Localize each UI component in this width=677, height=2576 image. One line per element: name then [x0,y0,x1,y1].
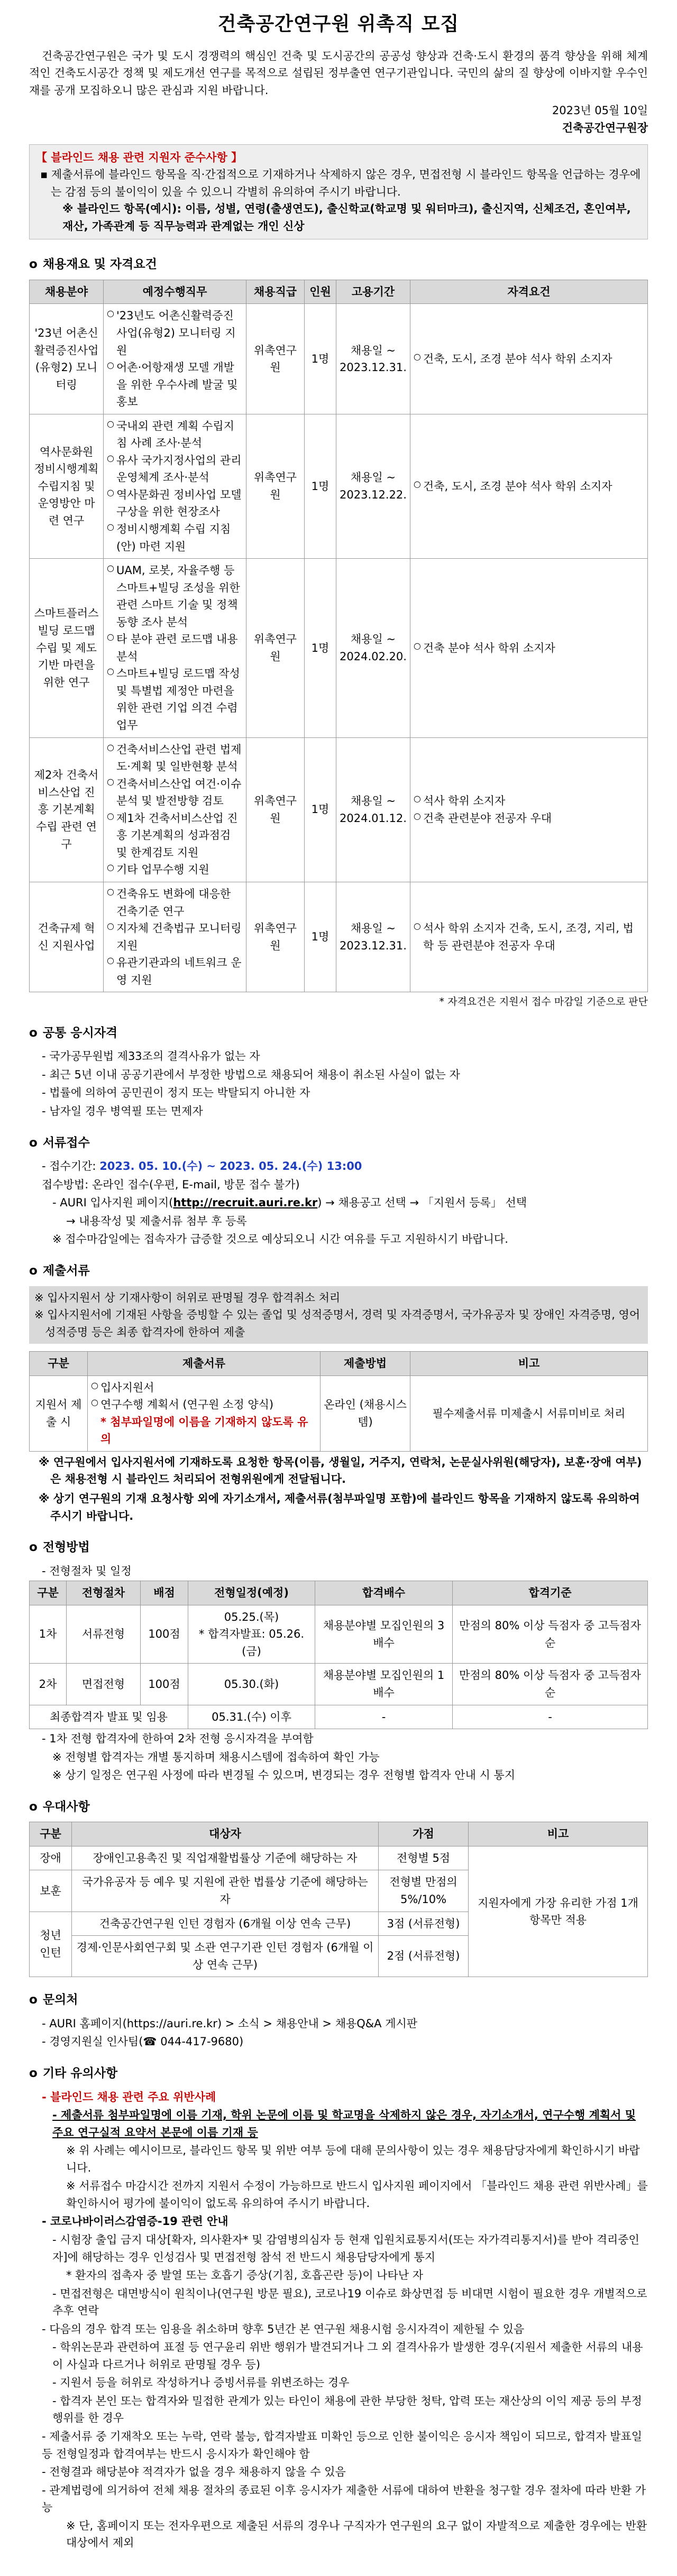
sched-date: 05.30.(화) [224,1677,279,1691]
duty-item: ○ 어촌·어항재생 모델 개발을 위한 우수사례 발굴 및 홍보 [107,359,243,411]
selection-sub: - 전형절차 및 일정 [42,1564,132,1577]
note-item: - 학위논문과 관련하여 표절 등 연구윤리 위반 행위가 발견되거나 그 외 결격사유가 발생한 경우(지원서 제출한 서류의 내용이 사실과 다르거나 허위로 판명될 경우 등) [52,2341,643,2371]
count-cell: 1명 [305,414,336,558]
duty-item: ○ 건축서비스산업 관련 법제도·계획 및 일반현황 분석 [107,741,243,775]
duty-item: ○ '23년도 어촌신활력증진사업(유형2) 모니터링 지원 [107,307,243,359]
eligibility-item: - 법률에 의하여 공민권이 정지 또는 박탈되지 아니한 자 [42,1086,310,1100]
pref-kind: 청년 인턴 [30,1912,72,1977]
final-b: - [453,1705,648,1729]
blind-warning-box [29,144,648,240]
note-item: - 전형결과 해당분야 적격자가 없을 경우 채용하지 않을 수 있음 [42,2466,346,2479]
note-item: ※ 위 사례는 예시이므로, 블라인드 항목 및 위반 여부 등에 대해 문의사항이 있는 경우 채용담당자에게 확인하시기 바랍니다. [66,2144,640,2174]
contact-phone: - 경영지원실 인사팀(☎ 044-417-9680) [42,2035,244,2048]
sel-sched [188,1605,315,1664]
header-cell: 인원 [305,280,336,304]
pref-kind: 장애 [30,1846,72,1870]
table-row [30,737,648,882]
header-cell: 비고 [410,1352,648,1376]
field-cell: 역사문화원 정비시행계획 수립지침 및 운영방안 마련 연구 [30,414,104,558]
warning-note: ※ 블라인드 항목(예시): 이름, 성별, 연령(출생연도), 출신학교(학교명 및 워터마크), 출신지역, 신체조건, 혼인여부, 재산, 가족관계 등 직무능력과 관계없는 개인 신상 [62,202,631,233]
table-row [30,882,648,992]
blind-note: ※ 연구원에서 입사지원서에 기재하도록 요청한 항목(이름, 생월일, 거주지, 연락처, 논문실사위원(해당자), 보훈·장애 여부)은 채용전형 시 블라인드 처리되어 전형위원에게 전달됩니다. [39,1455,642,1486]
sched-note: * 합격자발표: 05.26.(금) [198,1628,305,1658]
post-date: 2023년 05월 10일 [552,104,648,117]
note-item: - 제출서류 중 기재착오 또는 누락, 연락 불능, 합격자발표 미확인 등으로 인한 불이익은 응시자 책임이 되므로, 합격자 발표일 등 전형일정과 합격여부는 반드시 응시자가 확인해야 함 [42,2430,643,2460]
section-title: 제출서류 [42,1263,90,1278]
recruitment-table [29,280,648,992]
count-cell: 1명 [305,882,336,992]
duty-item: ○ 제1차 건축서비스산업 진흥 기본계획의 성과점검 및 한계검토 지원 [107,810,243,862]
header-cell: 구분 [30,1822,72,1846]
section-title: 채용재요 및 자격요건 [42,257,157,272]
section-title: 기타 유의사항 [42,2066,118,2080]
table-row [30,559,648,737]
qual-item: ○ 건축, 도시, 조경 분야 석사 학위 소지자 [414,478,644,495]
duty-item: ○ 유관기관과의 네트워크 운영 지원 [107,954,243,989]
sel-cell: 서류전형 [67,1605,141,1664]
qual-item: ○ 석사 학위 소지자 [414,792,644,810]
header-cell: 제출서류 [88,1352,321,1376]
table-row [30,1664,648,1705]
sel-cell: 1차 [30,1605,67,1664]
selection-note: ※ 전형별 합격자는 개별 통지하며 채용시스템에 접속하여 확인 가능 [52,1750,380,1764]
note-heading: - 블라인드 채용 관련 주요 위반사례 [42,2090,216,2103]
header-cell: 비고 [469,1822,648,1846]
header-cell: 구분 [30,1352,88,1376]
qual-item: ○ 건축, 도시, 조경 분야 석사 학위 소지자 [414,350,644,368]
grade-cell: 위촉연구원 [246,304,305,414]
table-row [30,1605,648,1664]
note-item: ※ 단, 홈페이지 또는 전자우편으로 제출된 서류의 경우나 구직자가 연구원의 요구 없이 자발적으로 제출한 경우에는 반환대상에서 제외 [66,2519,647,2550]
note-item: - 지원서 등을 허위로 작성하거나 증빙서류를 위변조하는 경우 [52,2376,350,2389]
auri-steps-2: → 내용작성 및 제출서류 첨부 후 등록 [66,1214,247,1227]
note-item: - 합격자 본인 또는 합격자와 밀접한 관계가 있는 타인이 채용에 관한 부당한 청탁, 압력 또는 재산상의 이익 제공 등의 부정행위를 한 경우 [52,2394,642,2425]
eligibility-text: 법률에 의하여 공민권이 정지 또는 박탈되지 아니한 자 [49,1086,310,1100]
count-cell: 1명 [305,304,336,414]
header-cell: 전형일정(예정) [188,1581,315,1605]
preference-table [29,1822,648,1977]
remark: 필수제출서류 미제출시 서류미비로 처리 [410,1375,648,1451]
note-item: - 면접전형은 대면방식이 원칙이나(연구원 방문 필요), 코로나19 이슈로 화상면접 등 비대면 시험이 필요한 경우 개별적으로 추후 연락 [52,2287,647,2318]
sel-cell: 만점의 80% 이상 득점자 중 고득점자순 [453,1664,648,1705]
table-row [30,1846,648,1870]
footnote: * 자격요건은 지원서 접수 마감일 기준으로 판단 [439,996,648,1008]
section-title: 공통 응시자격 [42,1026,118,1040]
duty-item: ○ 건축유도 변화에 대응한 건축기준 연구 [107,885,243,920]
pref-target: 건축공간연구원 인턴 경험자 (6개월 이상 연속 근무) [72,1912,379,1936]
duty-item: ○ 건축서비스산업 여건·이슈 분석 및 발전방향 검토 [107,775,243,810]
auri-pre: AURI 입사지원 페이지( [60,1196,173,1209]
application-note: ※ 접수마감일에는 접속자가 급증할 것으로 예상되오니 시간 여유를 두고 지원하시기 바랍니다. [52,1233,508,1246]
eligibility-text: 최근 5년 이내 공공기관에서 부정한 방법으로 채용되어 채용이 취소된 사실이 없는 자 [49,1068,460,1081]
field-cell: 스마트플러스빌딩 로드맵 수립 및 제도기반 마련을 위한 연구 [30,559,104,737]
duty-item: ○ 스마트+빌딩 로드맵 작성 및 특별법 제정안 마련을 위한 관련 기업 의견 수렴 업무 [107,665,243,734]
note-item: - 시험장 출입 금지 대상[확자, 의사환자* 및 감염병의심자 등 현재 입원치료통지서(또는 자가격리통지서)를 받아 격리중인 자]에 해당하는 경우 인성검사 및 면접전형 참석 전 반드시 채용담당자에게 통지 [52,2233,639,2264]
grade-cell: 위촉연구원 [246,737,305,882]
quals-cell [410,304,647,414]
header-cell: 합격기준 [453,1581,648,1605]
duty-item: ○ 정비시행계획 수립 지침(안) 마련 지원 [107,521,243,555]
quals-cell [410,737,647,882]
box-note: ※ 입사지원서 상 기재사항이 허위로 판명될 경우 합격취소 처리 [34,1291,341,1304]
final-a: - [315,1705,453,1729]
note-item: - 제출서류 첨부파일명에 이름 기재, 학위 논문에 이름 및 학교명을 삭제하지 않은 경우, 자기소개서, 연구수행 계획서 및 주요 연구실적 요약서 본문에 이름 기재 등 [52,2109,636,2139]
section-eligibility: o 공통 응시자격 [29,1026,118,1040]
section-title: 문의처 [42,1993,78,2007]
section-preference: o 우대사항 [29,1799,90,1814]
grade-cell: 위촉연구원 [246,882,305,992]
eligibility-text: 남자일 경우 병역필 또는 면제자 [49,1104,203,1118]
org-name: 건축공간연구원장 [562,121,648,134]
section-documents: o 제출서류 [29,1263,90,1278]
section-selection: o 전형방법 [29,1540,90,1555]
pref-points: 3점 (서류전형) [379,1912,469,1936]
duty-item: ○ 타 분야 관련 로드맵 내용 분석 [107,631,243,665]
box-note: ※ 입사지원서에 기재된 사항을 증빙할 수 있는 졸업 및 성적증명서, 경력 및 자격증명서, 국가유공자 및 장애인 자격증명, 영어성적증명 등은 최종 합격자에 한하여 제출 [34,1308,641,1338]
submit-method: 온라인 (채용시스템) [321,1375,410,1451]
selection-note: - 1차 전형 합격자에 한하여 2차 전형 응시자격을 부여함 [42,1732,314,1746]
sel-cell: 채용분야별 모집인원의 3배수 [315,1605,453,1664]
grade-cell: 위촉연구원 [246,559,305,737]
note-item: ※ 서류접수 마감시간 전까지 지원서 수정이 가능하므로 반드시 입사지원 페이지에서 「블라인드 채용 관련 위반사례」를 확인하시어 평가에 불이익이 없도록 유의하여 주시기 바랍니다. [66,2180,648,2210]
eligibility-item: - 국가공무원법 제33조의 결격사유가 없는 자 [42,1050,260,1063]
eligibility-text: 국가공무원법 제33조의 결격사유가 없는 자 [49,1050,260,1063]
sel-cell: 100점 [141,1605,188,1664]
sel-cell: 2차 [30,1664,67,1705]
recruit-link[interactable]: http://recruit.auri.re.kr [173,1196,318,1209]
header-cell: 구분 [30,1581,67,1605]
duty-item: ○ 지자체 건축법규 모니터링 지원 [107,920,243,954]
auri-post: ) → 채용공고 선택 → 「지원서 등록」 선택 [317,1196,527,1209]
period-cell: 채용일 ~ 2023.12.22. [336,414,410,558]
sel-cell: 만점의 80% 이상 득점자 중 고득점자순 [453,1605,648,1664]
header-cell: 전형절차 [67,1581,141,1605]
period-cell: 채용일 ~ 2023.12.31. [336,304,410,414]
list-item: ○ 입사지원서 [91,1379,317,1397]
table-row [30,1375,648,1451]
pref-target: 국가유공자 등 예우 및 지원에 관한 법률상 기준에 해당하는 자 [72,1870,379,1912]
count-cell: 1명 [305,559,336,737]
row-label: 지원서 제출 시 [30,1375,88,1451]
qual-item: ○ 건축 관련분야 전공자 우대 [414,810,644,827]
pref-kind: 보훈 [30,1870,72,1912]
sel-cell: 채용분야별 모집인원의 1배수 [315,1664,453,1705]
duty-item: ○ 역사문화권 정비사업 모델 구상을 위한 현장조사 [107,486,243,521]
docs-warning: * 첨부파일명에 이름을 기재하지 않도록 유의 [100,1415,308,1446]
pref-points: 2점 (서류전형) [379,1936,469,1977]
header-cell: 자격요건 [410,280,647,304]
section-title: 전형방법 [42,1540,90,1555]
page [29,0,648,2552]
note-heading: - 다음의 경우 합격 또는 임용을 취소하며 향후 5년간 본 연구원 채용시험 응시자격이 제한될 수 있음 [42,2322,525,2335]
intro-text: 건축공간연구원은 국가 및 도시 경쟁력의 핵심인 건축 및 도시공간의 공공성 향상과 건축·도시 환경의 품격 향상을 위해 체계적인 건축도시공간 정책 및 제도개선 연구를 목적으로 설립된 정부출연 연구기관입니다. 국민의 삶의 질 향상에 이바지할 우수인재를 공개 모집하오니 많은 관심과 지원 바랍니다. [29,49,648,97]
count-cell: 1명 [305,737,336,882]
header-cell: 가점 [379,1822,469,1846]
note-item: - 관계법령에 의거하여 전체 채용 절차의 종료된 이후 응시자가 제출한 서류에 대하여 반환을 청구할 경우 절차에 따라 반환 가능 [42,2483,646,2514]
sched-date: 05.25.(목) [224,1610,279,1623]
pref-remark: 지원자에게 가장 유리한 가점 1개 항목만 적용 [469,1846,648,1977]
pref-target: 경제·인문사회연구회 및 소관 연구기관 인턴 경험자 (6개월 이상 연속 근무) [72,1936,379,1977]
pref-points: 전형별 만점의 5%/10% [379,1870,469,1912]
warning-item: ▪ 제출서류에 블라인드 항목을 직·간접적으로 기재하거나 삭제하지 않은 경우, 면접전형 시 블라인드 항목을 언급하는 경우에는 감점 등의 불이익이 있을 수 있으니 각별히 유의하여 주시기 바랍니다. [40,168,641,198]
duty-item: ○ 국내외 관련 계획 수립지침 사례 조사·분석 [107,418,243,452]
header-cell: 예정수행직무 [104,280,246,304]
selection-table [29,1581,648,1729]
blind-note: ※ 상기 연구원의 기재 요청사항 외에 자기소개서, 제출서류(첨부파일명 포함)에 블라인드 항목을 기재하지 않도록 유의하여 주시기 바랍니다. [39,1492,640,1522]
duty-item: ○ 기타 업무수행 지원 [107,861,243,879]
header-cell: 제출방법 [321,1352,410,1376]
application-method: 접수방법: 온라인 접수(우편, E-mail, 방문 접수 불가) [42,1178,300,1191]
duties-cell [104,414,246,558]
warning-title: 【 블라인드 채용 관련 지원자 준수사항 】 [36,151,243,164]
eligibility-item: - 최근 5년 이내 공공기관에서 부정한 방법으로 채용되어 채용이 취소된 사실이 없는 자 [42,1068,460,1081]
note-item: * 환자의 접촉자 중 발열 또는 호흡기 증상(기침, 호흡곤란 등)이 나타난 자 [66,2269,423,2282]
quals-cell [410,882,647,992]
selection-note: ※ 상기 일정은 연구원 사정에 따라 변경될 수 있으며, 변경되는 경우 전형별 합격자 안내 시 통지 [52,1769,515,1782]
grade-cell: 위촉연구원 [246,414,305,558]
header-cell: 고용기간 [336,280,410,304]
sel-cell: 면접전형 [67,1664,141,1705]
duty-item: ○ 유사 국가지정사업의 관리운영체계 조사·분석 [107,452,243,486]
sel-cell: 100점 [141,1664,188,1705]
field-cell: 제2차 건축서비스산업 진흥 기본계획 수립 관련 연구 [30,737,104,882]
table-row [30,304,648,414]
section-title: 서류접수 [42,1135,90,1150]
period-label: 접수기간: [49,1160,96,1173]
section-application: o 서류접수 [29,1135,90,1150]
table-row [30,1705,648,1729]
final-label: 최종합격자 발표 및 임용 [30,1705,188,1729]
field-cell: '23년 어촌신활력증진사업(유형2) 모니터링 [30,304,104,414]
note-heading: - 코로나바이러스감염증-19 관련 안내 [42,2215,228,2228]
section-notes: o 기타 유의사항 [29,2066,118,2080]
field-cell: 건축규제 혁신 지원사업 [30,882,104,992]
qual-item: ○ 석사 학위 소지자 건축, 도시, 조경, 지리, 법학 등 관련분야 전공자 우대 [414,920,644,954]
header-cell: 채용분야 [30,280,104,304]
header-cell: 대상자 [72,1822,379,1846]
duties-cell [104,559,246,737]
contact-link[interactable]: - AURI 홈페이지(https://auri.re.kr) > 소식 > 채용안내 > 채용Q&A 게시판 [42,2017,418,2030]
header-cell: 합격배수 [315,1581,453,1605]
documents-note-box [29,1286,648,1344]
documents-cell [88,1375,321,1451]
quals-cell [410,414,647,558]
table-header-row [30,280,648,304]
quals-cell [410,559,647,737]
header-cell: 채용직급 [246,280,305,304]
period-cell: 채용일 ~ 2023.12.31. [336,882,410,992]
eligibility-item: - 남자일 경우 병역필 또는 면제자 [42,1104,203,1118]
period-cell: 채용일 ~ 2024.01.12. [336,737,410,882]
auri-steps: - AURI 입사지원 페이지(http://recruit.auri.re.kr) → 채용공고 선택 → 「지원서 등록」 선택 [52,1196,527,1209]
qual-item: ○ 건축 분야 석사 학위 소지자 [414,640,644,657]
table-row [30,414,648,558]
section-recruitment-overview: o 채용재요 및 자격요건 [29,257,157,272]
list-item: ○ 연구수행 계획서 (연구원 소정 양식) [91,1396,317,1414]
application-period: - 접수기간: 2023. 05. 10.(수) ~ 2023. 05. 24.(수) 13:00 [42,1160,362,1173]
pref-points: 전형별 5점 [379,1846,469,1870]
duties-cell [104,882,246,992]
header-cell: 배점 [141,1581,188,1605]
period-value: 2023. 05. 10.(수) ~ 2023. 05. 24.(수) 13:00 [99,1160,362,1173]
page-title: 건축공간연구원 위촉직 모집 [217,13,460,35]
documents-table [29,1351,648,1452]
section-contact: o 문의처 [29,1993,78,2007]
duty-item: ○ UAM, 로봇, 자율주행 등 스마트+빌딩 조성을 위한 관련 스마트 기술 및 정책 동향 조사 분석 [107,562,243,631]
sel-sched [188,1664,315,1705]
pref-target: 장애인고용촉진 및 직업재활법률상 기준에 해당하는 자 [72,1846,379,1870]
final-sched: 05.31.(수) 이후 [188,1705,315,1729]
duties-cell [104,304,246,414]
section-title: 우대사항 [42,1799,90,1814]
period-cell: 채용일 ~ 2024.02.20. [336,559,410,737]
duties-cell [104,737,246,882]
